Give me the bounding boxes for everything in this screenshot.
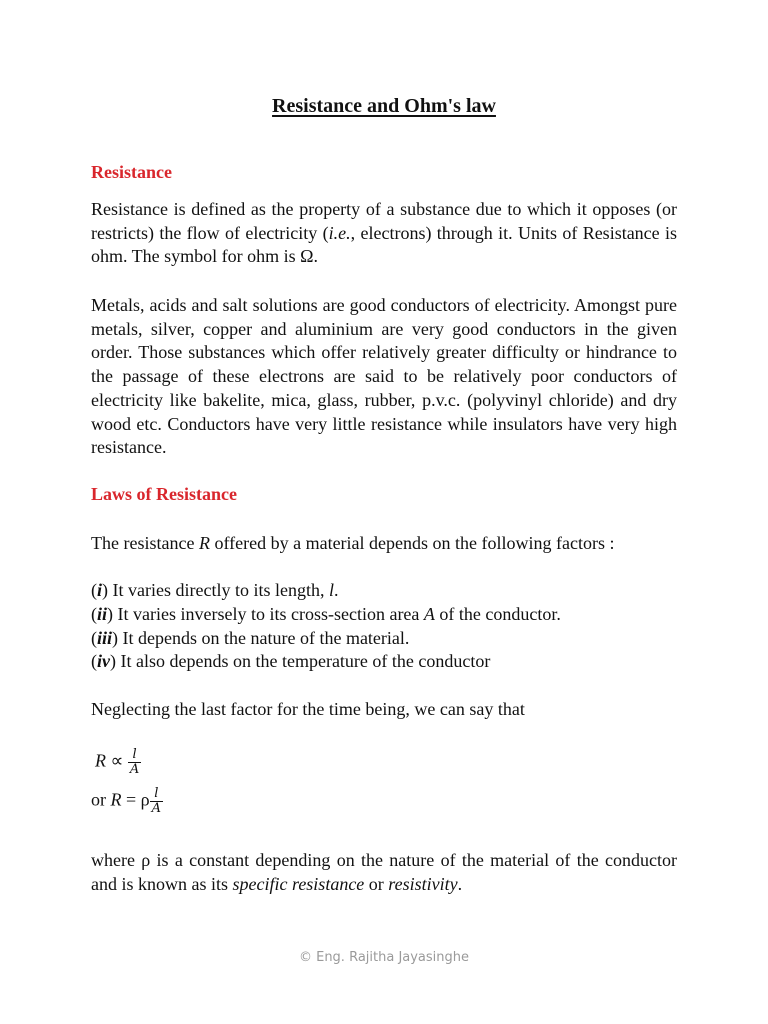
- page-title: Resistance and Ohm's law: [272, 95, 496, 117]
- text-run: .: [457, 873, 463, 894]
- proportional-symbol: ∝: [110, 750, 124, 772]
- resistivity-definition: [91, 849, 677, 896]
- factors-intro: [91, 533, 615, 554]
- factor-item: (ii) It varies inversely to its cross-section area A of the conductor.: [91, 604, 561, 624]
- factor-item: (iv) It also depends on the temperature of the conductor: [91, 651, 491, 671]
- footer-credit: © Eng. Rajitha Jayasinghe: [298, 950, 470, 965]
- denominator: A: [129, 762, 140, 777]
- denominator: A: [151, 801, 162, 816]
- factor-number: i: [97, 580, 103, 600]
- text-run: or: [364, 873, 389, 894]
- text-run: offered by a material depends on the following factors :: [209, 533, 615, 553]
- text-run: The resistance: [91, 533, 199, 553]
- section-heading-laws: Laws of Resistance: [91, 484, 237, 504]
- factor-item: (iii) It depends on the nature of the material.: [91, 628, 410, 648]
- resistivity-term: resistivity: [388, 873, 458, 894]
- text-run: .: [333, 580, 339, 600]
- variable-R: R: [198, 533, 210, 553]
- factor-number: ii: [97, 604, 108, 624]
- resistance-definition-paragraph: [91, 198, 677, 269]
- fraction: [150, 787, 163, 816]
- variable-R: R: [95, 750, 106, 771]
- text-run: It also depends on the temperature of the conductor: [116, 651, 491, 671]
- numerator: l: [128, 748, 141, 763]
- text-run: where ρ is a constant depending on the nature of the material of the conductor and is known as its: [91, 850, 677, 894]
- factor-number: iii: [97, 628, 113, 648]
- numerator: l: [150, 787, 163, 802]
- text-run: It varies inversely to its cross-section area: [113, 604, 424, 624]
- section-heading-resistance: Resistance: [91, 162, 172, 182]
- ohm-unit-sentence: Units of Resistance is ohm. The symbol for ohm is Ω.: [91, 222, 678, 267]
- text-run: Resistance is defined as the property of a substance due to which it opposes (or restricts) the flow of electricity (: [91, 199, 677, 243]
- text-run: = ρ: [121, 789, 150, 810]
- specific-resistance-term: specific resistance: [232, 873, 365, 894]
- variable: l: [328, 580, 334, 600]
- text-run: or: [91, 789, 111, 810]
- conductors-paragraph: Metals, acids and salt solutions are good conductors of electricity. Amongst pure metals, silver, copper and aluminium are very good conductors in the given order. Those substances which offer relatively greater difficulty or hindrance to the passage of these electrons are said to be relatively poor conductors of electricity like bakelite, mica, glass, rubber, p.v.c. (polyvinyl chloride) and dry wood etc. Conductors have very little resistance while insulators have very high resistance.: [91, 295, 677, 458]
- text-run: It depends on the nature of the material.: [118, 628, 410, 648]
- text-run: , electrons) through it.: [350, 222, 513, 243]
- variable: A: [423, 604, 435, 624]
- neglect-sentence: Neglecting the last factor for the time being, we can say that: [91, 699, 525, 719]
- variable-R: R: [110, 789, 122, 810]
- ie-abbrev: i.e.: [328, 222, 351, 243]
- text-run: of the conductor.: [434, 604, 561, 624]
- factor-number: iv: [97, 651, 110, 671]
- factor-item: (i) It varies directly to its length, l.: [91, 580, 339, 600]
- fraction: [128, 748, 141, 777]
- formula-proportional: [95, 748, 141, 777]
- formula-resistivity: [91, 787, 163, 816]
- text-run: It varies directly to its length,: [108, 580, 329, 600]
